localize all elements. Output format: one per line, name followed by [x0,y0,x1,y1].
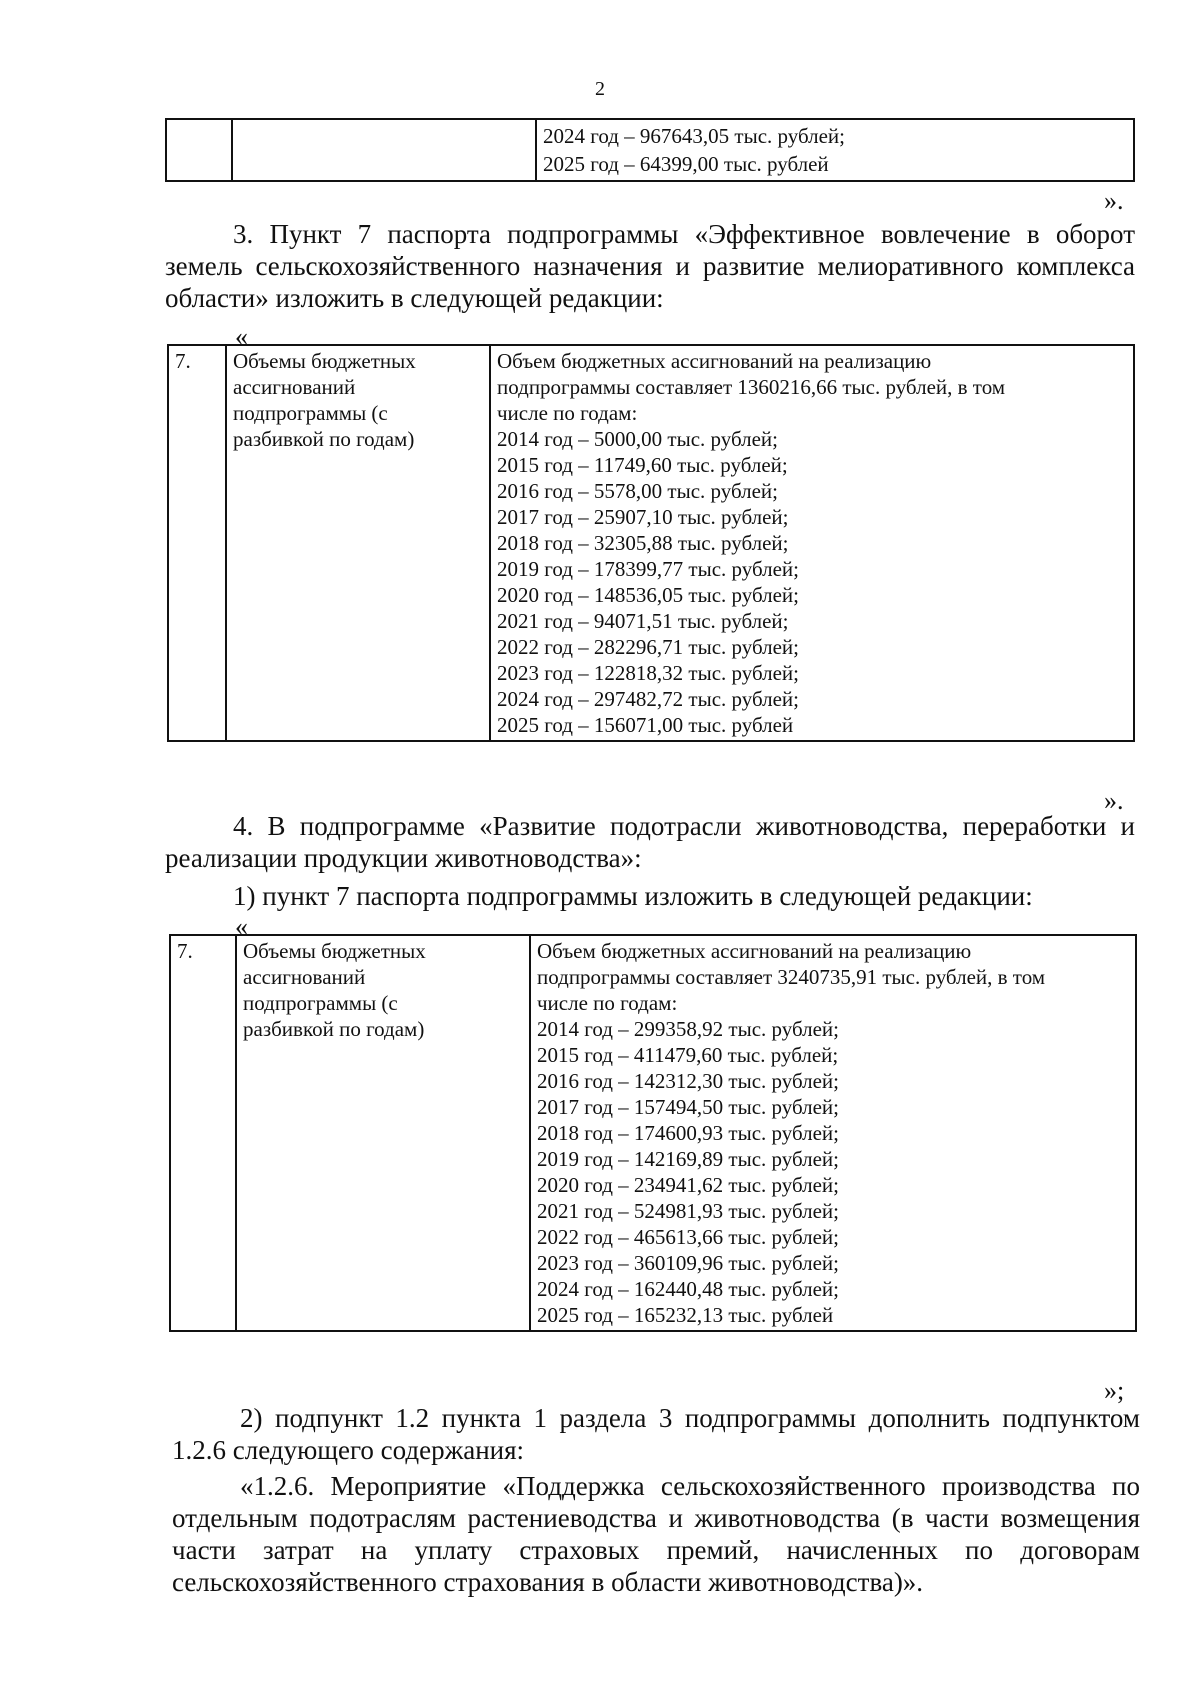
top-table-line: 2024 год – 967643,05 тыс. рублей; [543,124,846,148]
section-4-sub2-quote: «1.2.6. Мероприятие «Поддержка сельскохозяйственного производства по отдельным подотраслям растениеводства и животноводства (в части возмещения части затрат на уплату страховых премий, начисленных по договорам сельскохозяйственного страхования в области животноводства)». [172,1471,1140,1597]
table-value-line: 2021 год – 524981,93 тыс. рублей; [537,1199,840,1223]
table-label-line: разбивкой по годам) [243,1017,425,1041]
table-value-line: 2018 год – 174600,93 тыс. рублей; [537,1121,840,1145]
table-value-line: числе по годам: [497,401,638,425]
table-value-cell [490,345,1134,741]
table-value-line: 2025 год – 165232,13 тыс. рублей [537,1303,834,1327]
section-4-table [169,934,1137,1332]
table-value-line: 2023 год – 360109,96 тыс. рублей; [537,1251,840,1275]
table-value-line: 2016 год – 5578,00 тыс. рублей; [497,479,779,503]
table-label-cell [236,935,530,1331]
table-value-line: 2016 год – 142312,30 тыс. рублей; [537,1069,840,1093]
table-value-line: 2020 год – 148536,05 тыс. рублей; [497,583,800,607]
section-4-sub1: 1) пункт 7 паспорта подпрограммы изложить в следующей редакции: [233,881,1033,911]
table-num-cell: 7. [170,935,236,1331]
table-value-line: Объем бюджетных ассигнований на реализацию [537,939,972,963]
table-value-line: 2019 год – 142169,89 тыс. рублей; [537,1147,840,1171]
page-number: 2 [595,78,605,100]
section-3-table [167,344,1135,742]
table-label-line: Объемы бюджетных [233,349,416,373]
table-value-line: 2021 год – 94071,51 тыс. рублей; [497,609,789,633]
table-value-line: 2015 год – 411479,60 тыс. рублей; [537,1043,839,1067]
table-label-line: подпрограммы (с [243,991,398,1015]
closing-quote: ». [1104,786,1124,815]
closing-quote: ». [1104,186,1124,215]
table-value-line: 2015 год – 11749,60 тыс. рублей; [497,453,788,477]
top-table-label-cell [232,119,536,181]
table-label-line: ассигнований [233,375,356,399]
section-4-sub2: 2) подпункт 1.2 пункта 1 раздела 3 подпрограммы дополнить подпунктом 1.2.6 следующего содержания: [172,1403,1140,1465]
table-value-line: 2023 год – 122818,32 тыс. рублей; [497,661,800,685]
table-value-line: 2014 год – 299358,92 тыс. рублей; [537,1017,840,1041]
table-value-line: 2014 год – 5000,00 тыс. рублей; [497,427,779,451]
table-label-cell [226,345,490,741]
table-value-line: 2018 год – 32305,88 тыс. рублей; [497,531,789,555]
table-value-line: 2017 год – 157494,50 тыс. рублей; [537,1095,840,1119]
table-value-line: 2020 год – 234941,62 тыс. рублей; [537,1173,840,1197]
table-label-line: подпрограммы (с [233,401,388,425]
top-table [165,118,1135,182]
open-quote: « [235,322,248,351]
table-value-line: числе по годам: [537,991,678,1015]
table-value-cell [530,935,1136,1331]
table-value-line: подпрограммы составляет 1360216,66 тыс. рублей, в том [497,375,1006,399]
section-3-paragraph: 3. Пункт 7 паспорта подпрограммы «Эффективное вовлечение в оборот земель сельскохозяйственного назначения и развитие мелиоративного комплекса области» изложить в следующей редакции: [165,219,1135,313]
top-table-num-cell [166,119,232,181]
table-value-line: Объем бюджетных ассигнований на реализацию [497,349,932,373]
table-value-line: 2017 год – 25907,10 тыс. рублей; [497,505,789,529]
top-table-line: 2025 год – 64399,00 тыс. рублей [543,152,829,176]
table-label-line: разбивкой по годам) [233,427,415,451]
section-4-paragraph: 4. В подпрограмме «Развитие подотрасли животноводства, переработки и реализации продукции животноводства»: [165,811,1135,873]
table-value-line: подпрограммы составляет 3240735,91 тыс. рублей, в том [537,965,1046,989]
table-num-cell: 7. [168,345,226,741]
open-quote: « [235,912,248,941]
top-table-value-cell [536,119,1134,181]
table-value-line: 2022 год – 282296,71 тыс. рублей; [497,635,800,659]
table-label-line: ассигнований [243,965,366,989]
table-value-line: 2022 год – 465613,66 тыс. рублей; [537,1225,840,1249]
closing-quote: »; [1104,1376,1125,1405]
table-value-line: 2024 год – 297482,72 тыс. рублей; [497,687,800,711]
table-value-line: 2025 год – 156071,00 тыс. рублей [497,713,794,737]
table-value-line: 2019 год – 178399,77 тыс. рублей; [497,557,800,581]
table-value-line: 2024 год – 162440,48 тыс. рублей; [537,1277,840,1301]
table-label-line: Объемы бюджетных [243,939,426,963]
